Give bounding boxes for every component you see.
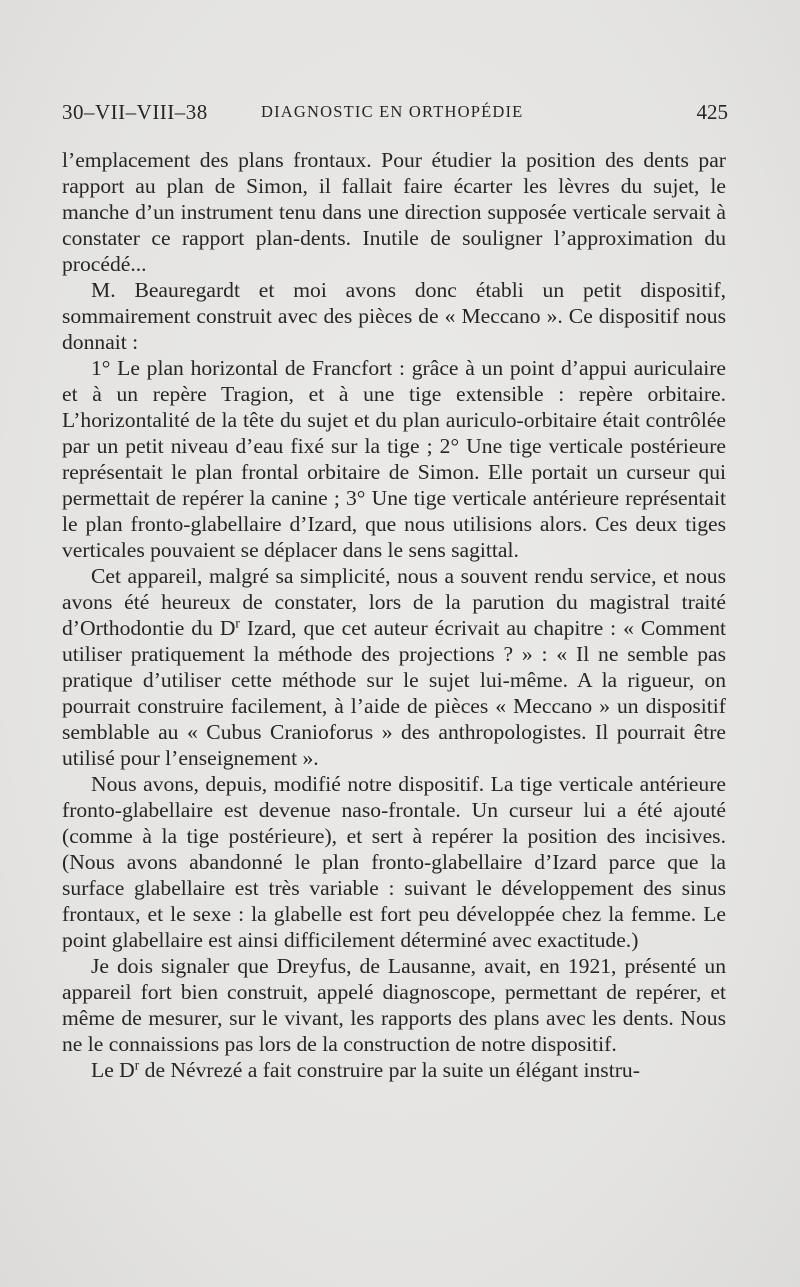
superscript: r [235, 615, 240, 631]
paragraph: Le $D^r$ de Névrezé a fait construire par la suite un élégant instru- [91, 1057, 640, 1082]
header-date: 30–VII–VIII–38 [62, 100, 208, 124]
running-header [62, 100, 728, 130]
paragraph: 1° Le plan horizontal de Francfort : grâce à un point d’appui auriculaire et à un repère Tragion, et à une tige extensible : repère orbitaire. L’horizontalité de la tête du sujet et du plan auriculo-orbitaire était contrôlée par un petit niveau d’eau fixé sur la tige ; 2° Une tige verticale postérieure représentait le plan frontal orbitaire de Simon. Elle portait un curseur qui permettait de repérer la canine ; 3° Une tige verticale antérieure représentait le plan fronto-glabellaire d’Izard, que nous utilisions alors. Ces deux tiges verticales pouvaient se déplacer dans le sens sagittal. [62, 356, 726, 562]
paragraph: Cet appareil, malgré sa simplicité, nous a souvent rendu service, et nous avons été heureux de constater, lors de la parution du magistral traité d’Orthodontie du $D^r$ Izard, que cet auteur écrivait au chapitre : « Comment utiliser pratiquement la méthode des projections ? » : « Il ne semble pas pratique d’utiliser cette méthode sur le sujet lui-même. A la rigueur, on pourrait construire facilement, à l’aide de pièces « Meccano » un dispositif semblable au « Cubus Cranioforus » des anthropologistes. Il pourrait être utilisé pour l’enseignement ». [62, 564, 727, 770]
paragraph: Nous avons, depuis, modifié notre dispositif. La tige verticale antérieure fronto-glabellaire est devenue naso-frontale. Un curseur lui a été ajouté (comme à la tige postérieure), et sert à repérer la position des incisives. (Nous avons abandonné le plan fronto-glabellaire d’Izard parce que la surface glabellaire est très variable : suivant le développement des sinus frontaux, et le sexe : la glabelle est fort peu développée chez la femme. Le point glabellaire est ainsi difficilement déterminé avec exactitude.) [62, 772, 726, 952]
superscript: r [134, 1057, 140, 1073]
header-title: DIAGNOSTIC EN ORTHOPÉDIE [261, 102, 524, 121]
paragraph: Je dois signaler que Dreyfus, de Lausanne, avait, en 1921, présenté un appareil fort bien construit, appelé diagnoscope, permettant de repérer, et même de mesurer, sur le vivant, les rapports des plans avec les dents. Nous ne le connaissions pas lors de la construction de notre dispositif. [62, 954, 726, 1056]
paragraph: M. Beauregardt et moi avons donc établi un petit dispositif, sommairement construit avec des pièces de « Meccano ». Ce dispositif nous donnait : [62, 278, 726, 354]
paragraph: l’emplacement des plans frontaux. Pour étudier la position des dents par rapport au plan de Simon, il fallait faire écarter les lèvres du sujet, le manche d’un instrument tenu dans une direction supposée verticale servait à constater ce rapport plan-dents. Inutile de souligner l’approximation du procédé... [62, 148, 726, 276]
page-number: 425 [696, 100, 728, 124]
body-text [62, 147, 726, 1083]
